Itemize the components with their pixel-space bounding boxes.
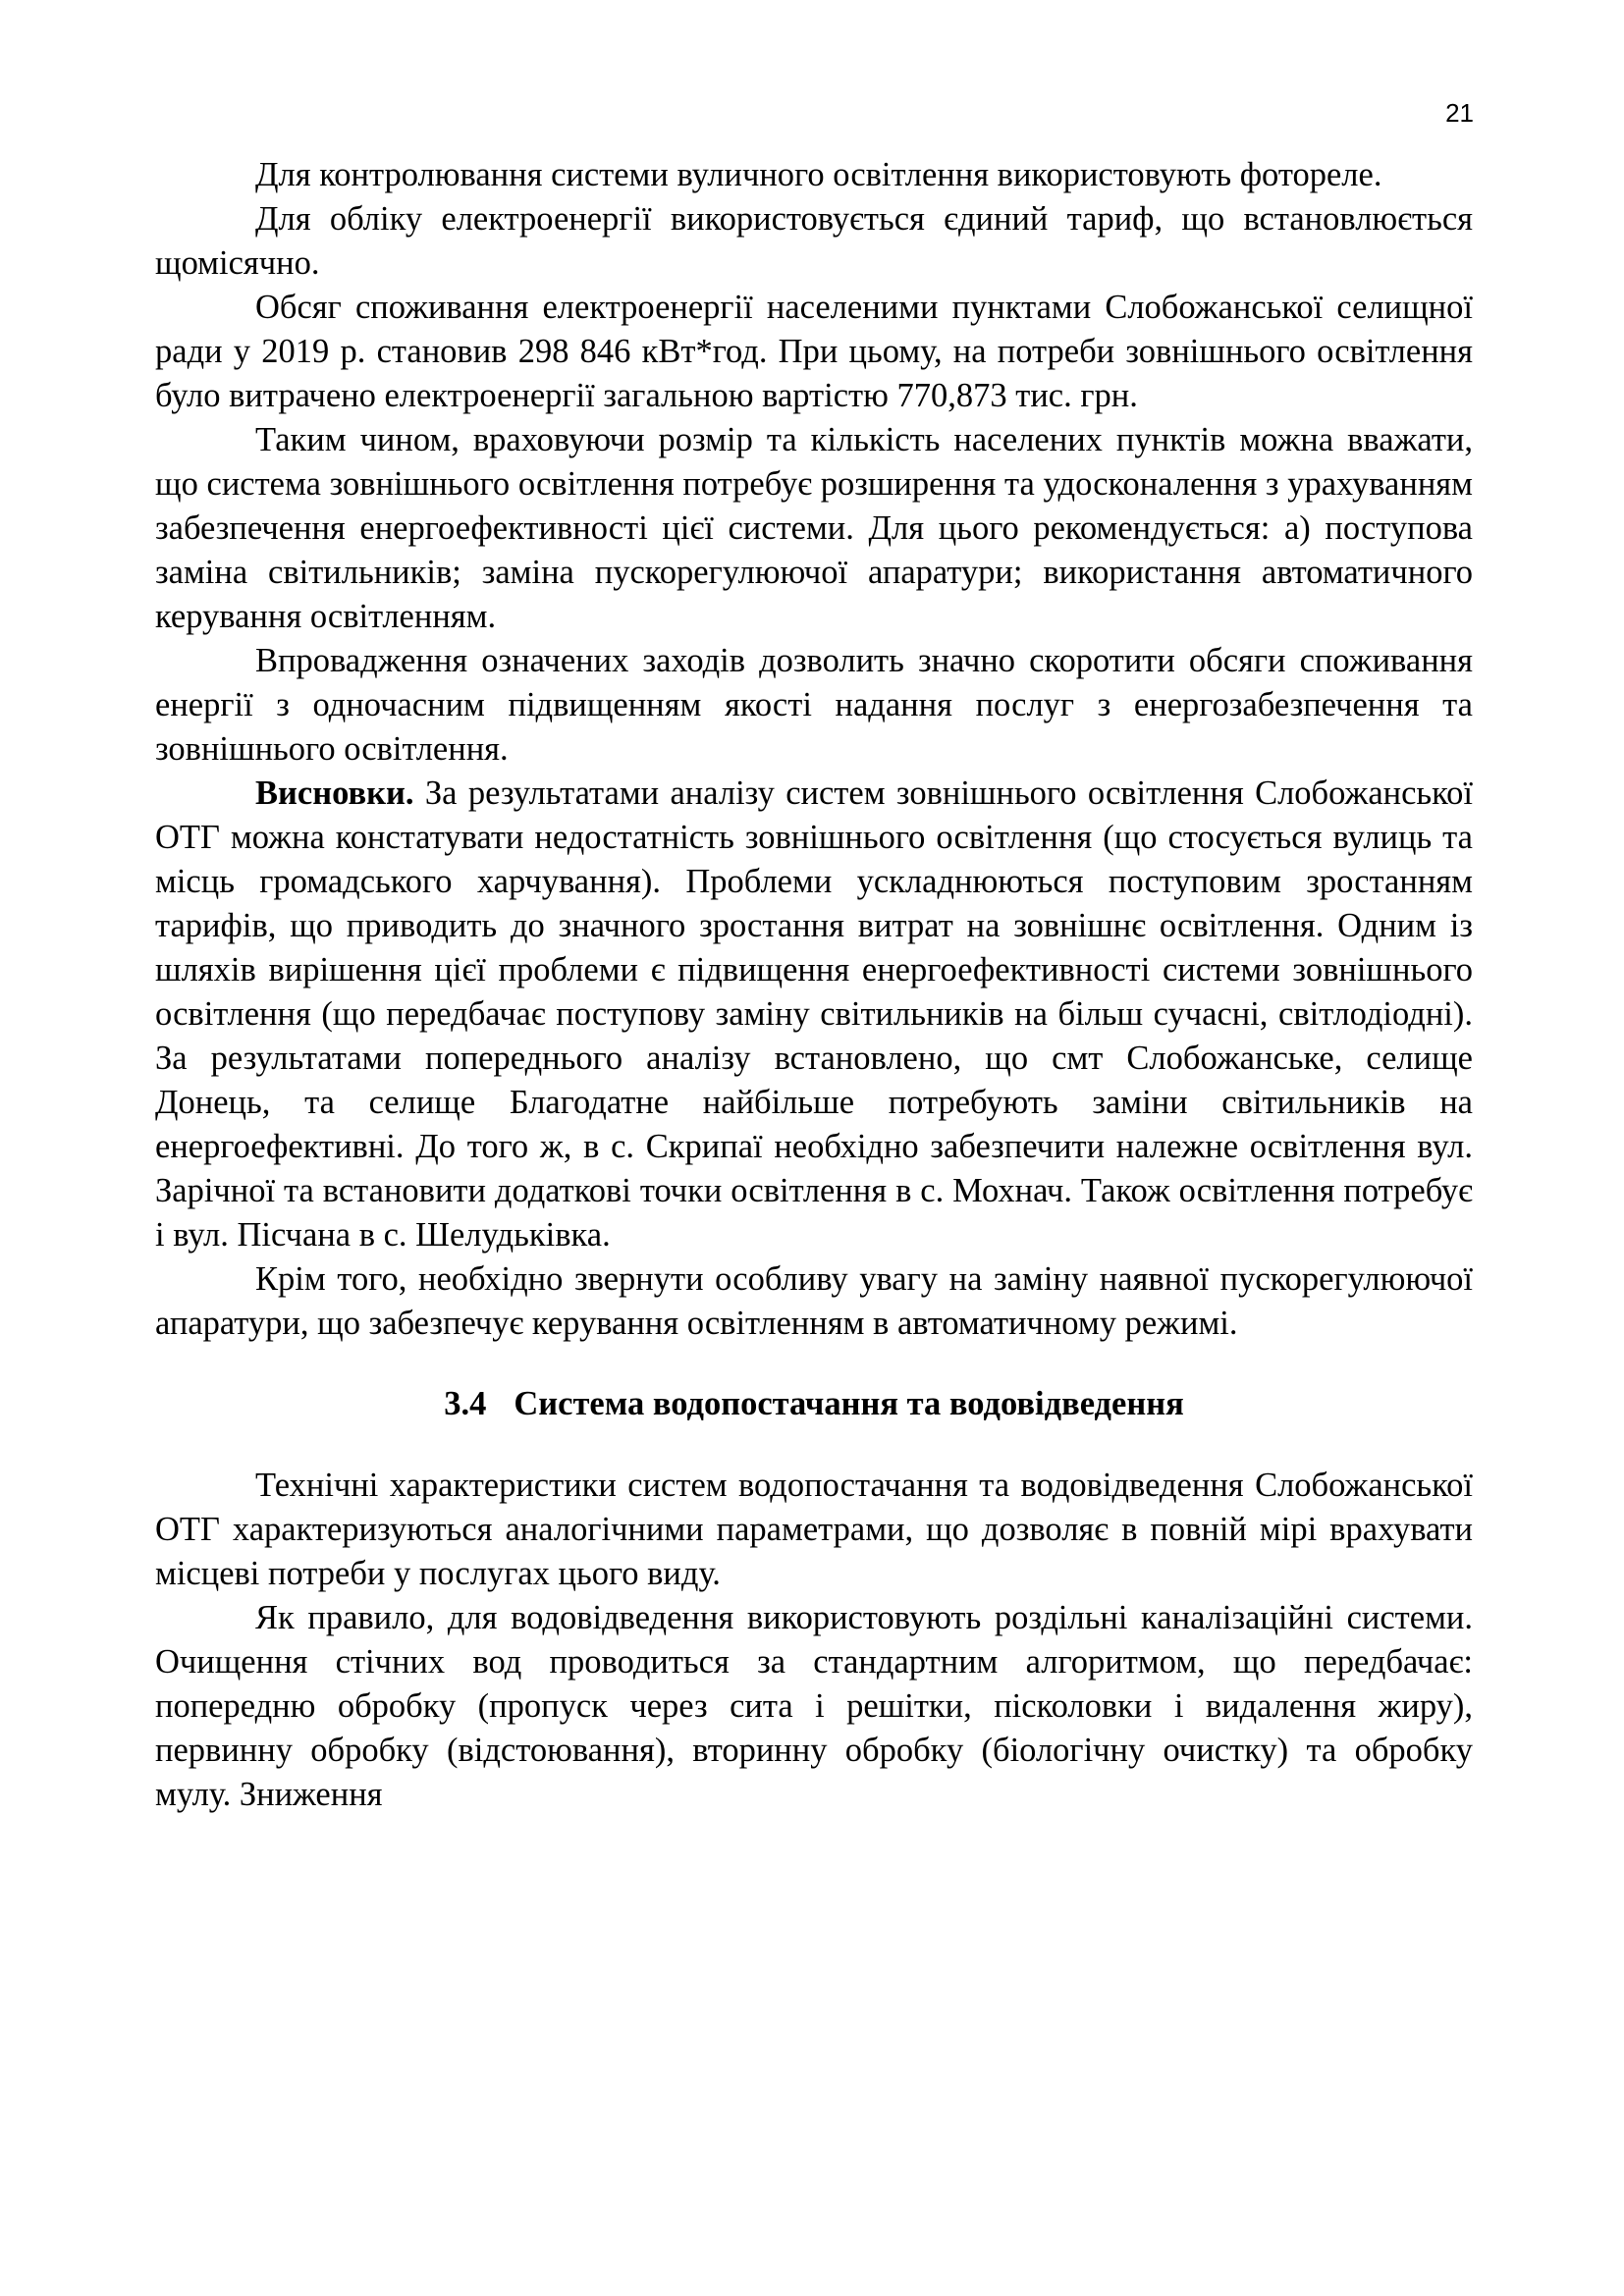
paragraph-electricity-tariff: [155, 197, 1473, 286]
paragraph-text: Впровадження означених заходів дозволить значно скоротити обсяги споживання енергії з одночасним підвищенням якості надання послуг з енергозабезпечення та зовнішнього освітлення.: [155, 642, 1473, 768]
paragraph-text: За результатами аналізу систем зовнішнього освітлення Слобожанської ОТГ можна констатувати недостатність зовнішнього освітлення (що стосується вулиць та місць громадського харчування). Проблеми ускладнюються поступовим зростанням тарифів, що приводить до значного зростання витрат на зовнішнє освітлення. Одним із шляхів вирішення цієї проблеми є підвищення енергоефективності системи зовнішнього освітлення (що передбачає поступову заміну світильників на більш сучасні, світлодіодні). За результатами попереднього аналізу встановлено, що смт Слобожанське, селище Донець, та селище Благодатне найбільше потребують заміни світильників на енергоефективні. До того ж, в с. Скрипаї необхідно забезпечити належне освітлення вул. Зарічної та встановити додаткові точки освітлення в с. Мохнач. Також освітлення потребує і вул. Пісчана в с. Шелудьківка.: [155, 774, 1473, 1254]
body-text: [155, 153, 1473, 1817]
paragraph-wastewater-treatment: [155, 1596, 1473, 1817]
section-heading: [155, 1382, 1473, 1426]
paragraph-text: Обсяг споживання електроенергії населеними пунктами Слобожанської селищної ради у 2019 р. становив 298 846 кВт*год. При цьому, на потреби зовнішнього освітлення було витрачено електроенергії загальною вартістю 770,873 тис. грн.: [155, 289, 1473, 414]
paragraph-ballast-replacement: [155, 1257, 1473, 1346]
page-number: 21: [1445, 98, 1474, 128]
paragraph-conclusions: [155, 772, 1473, 1257]
paragraph-consumption-volume: [155, 286, 1473, 418]
paragraph-text: Для контролювання системи вуличного освітлення використовують фотореле.: [255, 156, 1382, 193]
paragraph-street-lighting-control: [155, 153, 1473, 197]
section-number: 3.4: [444, 1385, 487, 1422]
paragraph-text: Для обліку електроенергії використовується єдиний тариф, що встановлюється щомісячно.: [155, 200, 1473, 282]
paragraph-water-technical: [155, 1464, 1473, 1596]
paragraph-text: Таким чином, враховуючи розмір та кількість населених пунктів можна вважати, що система зовнішнього освітлення потребує розширення та удосконалення з урахуванням забезпечення енергоефективності цієї системи. Для цього рекомендується: а) поступова заміна світильників; заміна пускорегулюючої апаратури; використання автоматичного керування освітленням.: [155, 421, 1473, 635]
paragraph-text: Крім того, необхідно звернути особливу увагу на заміну наявної пускорегулюючої апаратури, що забезпечує керування освітленням в автоматичному режимі.: [155, 1260, 1473, 1342]
section-title: Система водопостачання та водовідведення: [514, 1385, 1184, 1422]
paragraph-text: Як правило, для водовідведення використовують роздільні каналізаційні системи. Очищення стічних вод проводиться за стандартним алгоритмом, що передбачає: попередню обробку (пропуск через сита і решітки, пісколовки і видалення жиру), первинну обробку (відстоювання), вторинну обробку (біологічну очистку) та обробку мулу. Зниження: [155, 1599, 1473, 1813]
paragraph-lighting-improvement: [155, 418, 1473, 639]
conclusions-label: Висновки.: [255, 774, 414, 812]
paragraph-text: Технічні характеристики систем водопостачання та водовідведення Слобожанської ОТГ характеризуються аналогічними параметрами, що дозволяє в повній мірі врахувати місцеві потреби у послугах цього виду.: [155, 1467, 1473, 1592]
paragraph-measures-implementation: [155, 639, 1473, 772]
